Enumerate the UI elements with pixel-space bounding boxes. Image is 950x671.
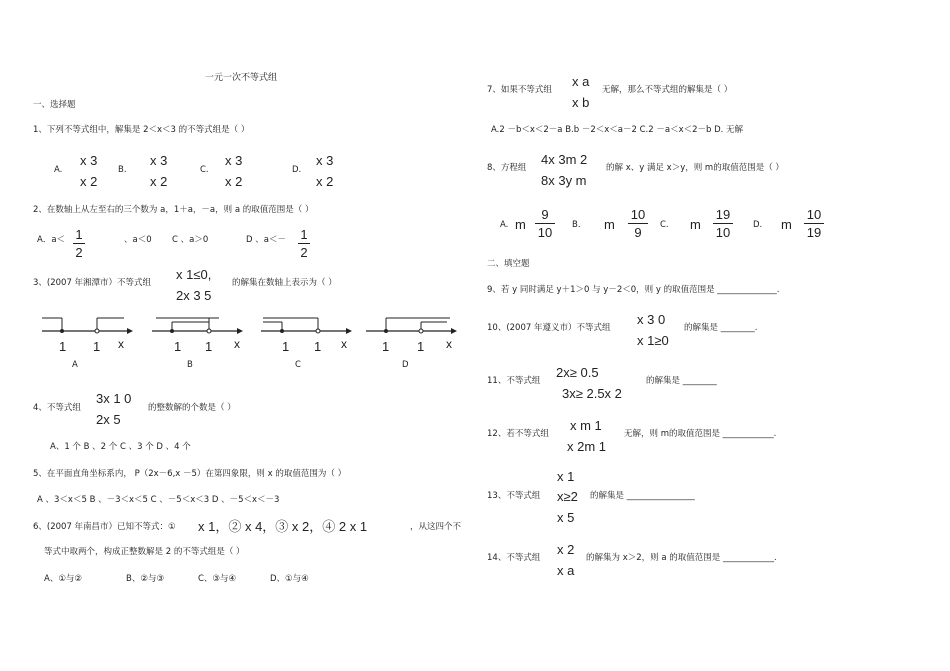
q10-prefix: 10、(2007 年遵义市）不等式组: [487, 323, 611, 333]
q14-system-row2: x a: [557, 563, 575, 578]
q2-frac-d-den: 2: [300, 245, 308, 260]
q3-b-tick-1: 1: [174, 339, 182, 354]
q1-option-d-label: D.: [292, 165, 302, 175]
worksheet-title: 一元一次不等式组: [205, 73, 278, 83]
q2-frac-a-num: 1: [75, 227, 83, 242]
q13-suffix: 的解集是 ________________: [590, 491, 695, 501]
q1-stem: 1、下列不等式组中，解集是 2＜x＜3 的不等式组是（ ）: [33, 125, 250, 135]
q8-option-a-den: 10: [537, 225, 553, 240]
q11-system-row2: 3x≥ 2.5x 2: [562, 386, 622, 401]
q7-suffix: 无解，那么不等式组的解集是（ ）: [602, 85, 733, 95]
q3-number-line-a: [42, 318, 133, 334]
q8-option-c-label: C.: [660, 220, 669, 230]
q3-d-tick-2: 1: [417, 339, 425, 354]
q3-option-d-label: D: [402, 360, 409, 370]
q8-option-d-den: 19: [806, 225, 822, 240]
q5-options: A 、3＜x＜5 B 、－3＜x＜5 C 、－5＜x＜3 D 、－5＜x＜－3: [37, 495, 280, 505]
q8-option-a-m: m: [515, 217, 526, 232]
q3-option-a-label: A: [72, 360, 78, 370]
q11-suffix: 的解集是 ________: [646, 376, 717, 386]
section-fill-in-heading: 二、填空题: [487, 259, 530, 269]
q7-options: A.2 －b＜x＜2－a B.b －2＜x＜a－2 C.2 －a＜x＜2－b D. 无解: [491, 125, 744, 135]
q8-option-b-num: 10: [630, 207, 646, 222]
q8-option-d-m: m: [781, 217, 792, 232]
q2-option-c: C 、a＞0: [172, 235, 209, 245]
q14-system-row1: x 2: [557, 542, 575, 557]
q12-prefix: 12、若不等式组: [487, 429, 549, 439]
q6-option-b: B、②与③: [126, 574, 165, 584]
q5-stem: 5、在平面直角坐标系内， P（2x－6,x －5）在第四象限，则 x 的取值范围为（ ）: [33, 469, 347, 479]
q6-line2: 等式中取两个，构成正整数解是 2 的不等式组是（ ）: [44, 547, 245, 557]
q3-a-tick-2: 1: [93, 339, 101, 354]
q1-option-b-row1: x 3: [150, 153, 168, 168]
q6-option-c: C、③与④: [198, 574, 237, 584]
q3-b-tick-2: 1: [205, 339, 213, 354]
q10-system-row1: x 3 0: [637, 312, 666, 327]
q7-system-row2: x b: [572, 95, 590, 110]
q8-option-d-num: 10: [806, 207, 822, 222]
q1-option-a-label: A.: [54, 165, 63, 175]
q3-d-tick-1: 1: [382, 339, 390, 354]
q3-c-axis-x: x: [341, 337, 347, 351]
q8-option-a-num: 9: [541, 207, 549, 222]
q8-option-b-fraction: [628, 208, 648, 239]
q11-prefix: 11、不等式组: [487, 376, 541, 386]
q8-option-b-m: m: [604, 217, 615, 232]
q6-line1-suffix: ，从这四个不: [410, 522, 462, 532]
q1-option-c-row1: x 3: [225, 153, 243, 168]
q4-suffix: 的整数解的个数是（ ）: [148, 403, 236, 413]
q8-option-c-fraction: [713, 208, 733, 239]
q2-frac-a-den: 2: [75, 245, 83, 260]
q2-stem: 2、在数轴上从左至右的三个数为 a，1＋a，－a，则 a 的取值范围是（ ）: [33, 205, 314, 215]
q6-option-d: D、①与④: [270, 574, 309, 584]
q2-option-a: A．a＜: [37, 235, 66, 245]
q4-options: A、1 个 B 、2 个 C 、3 个 D 、4 个: [50, 442, 191, 452]
q4-prefix: 4、不等式组: [33, 403, 81, 413]
q1-option-d-row2: x 2: [316, 174, 334, 189]
q1-option-c-label: C.: [200, 165, 209, 175]
q2-option-b: 、a＜0: [124, 235, 152, 245]
q3-number-line-d: [366, 318, 457, 334]
q2-frac-d-num: 1: [300, 227, 308, 242]
q3-number-line-b: [152, 318, 243, 334]
q7-prefix: 7、如果不等式组: [487, 85, 552, 95]
q1-option-b-label: B.: [118, 165, 127, 175]
q3-system-row1: x 1≤0,: [176, 267, 212, 282]
q14-prefix: 14、不等式组: [487, 553, 541, 563]
q1-option-a-row2: x 2: [80, 174, 98, 189]
q1-option-c-row2: x 2: [225, 174, 243, 189]
q3-suffix: 的解集在数轴上表示为（ ）: [232, 278, 337, 288]
q8-option-a-label: A.: [500, 220, 509, 230]
section-multiple-choice-heading: 一、选择题: [33, 100, 76, 110]
q3-a-axis-x: x: [118, 337, 124, 351]
q8-option-b-den: 9: [634, 225, 642, 240]
q8-option-b-label: B.: [572, 220, 581, 230]
q3-option-c-label: C: [295, 360, 301, 370]
q12-suffix: 无解，则 m的取值范围是 ____________.: [624, 429, 777, 439]
q8-option-c-num: 19: [715, 207, 731, 222]
q11-system-row1: 2x≥ 0.5: [556, 365, 599, 380]
q3-number-line-c: [261, 318, 352, 334]
q8-system-row2: 8x 3y m: [541, 173, 587, 188]
q8-suffix: 的解 x、y 满足 x＞y，则 m的取值范围是（ ）: [606, 163, 784, 173]
q8-option-c-m: m: [690, 217, 701, 232]
q12-system-row2: x 2m 1: [567, 439, 607, 454]
q1-option-a-row1: x 3: [80, 153, 98, 168]
q3-d-axis-x: x: [446, 337, 452, 351]
q7-system-row1: x a: [572, 74, 590, 89]
q9-stem: 9、若 y 同时满足 y＋1＞0 与 y－2＜0，则 y 的取值范围是 ______________.: [487, 285, 780, 295]
q4-system-row1: 3x 1 0: [96, 391, 132, 406]
q3-c-tick-1: 1: [282, 339, 290, 354]
q3-b-axis-x: x: [234, 337, 240, 351]
q3-prefix: 3、(2007 年湘潭市）不等式组: [33, 278, 152, 288]
q4-system-row2: 2x 5: [96, 412, 121, 427]
q8-system-row1: 4x 3m 2: [541, 152, 588, 167]
q3-a-tick-1: 1: [59, 339, 67, 354]
q13-prefix: 13、不等式组: [487, 491, 541, 501]
q13-system-row3: x 5: [557, 510, 575, 525]
q10-system-row2: x 1≥0: [637, 333, 669, 348]
q6-line1-prefix: 6、(2007 年南昌市）已知不等式：①: [33, 522, 176, 532]
q1-option-d-row1: x 3: [316, 153, 334, 168]
q1-option-b-row2: x 2: [150, 174, 168, 189]
q8-option-d-label: D.: [753, 220, 763, 230]
q3-c-tick-2: 1: [314, 339, 322, 354]
q13-system-row1: x 1: [557, 469, 575, 484]
q2-option-d: D 、a＜－: [246, 235, 286, 245]
q6-option-a: A、①与②: [44, 574, 83, 584]
q10-suffix: 的解集是 ________.: [684, 323, 758, 333]
q6-line1-inequalities: x 1，② x 4，③ x 2，④ 2 x 1: [198, 519, 368, 534]
q8-prefix: 8、方程组: [487, 163, 527, 173]
q13-system-row2: x≥2: [557, 489, 578, 504]
q8-option-d-fraction: [804, 208, 824, 239]
q14-suffix: 的解集为 x＞2，则 a 的取值范围是 ____________.: [586, 553, 777, 563]
q8-option-a-fraction: [535, 208, 555, 239]
q8-option-c-den: 10: [715, 225, 731, 240]
q3-system-row2: 2x 3 5: [176, 288, 212, 303]
q12-system-row1: x m 1: [570, 418, 602, 433]
q3-option-b-label: B: [187, 360, 193, 370]
